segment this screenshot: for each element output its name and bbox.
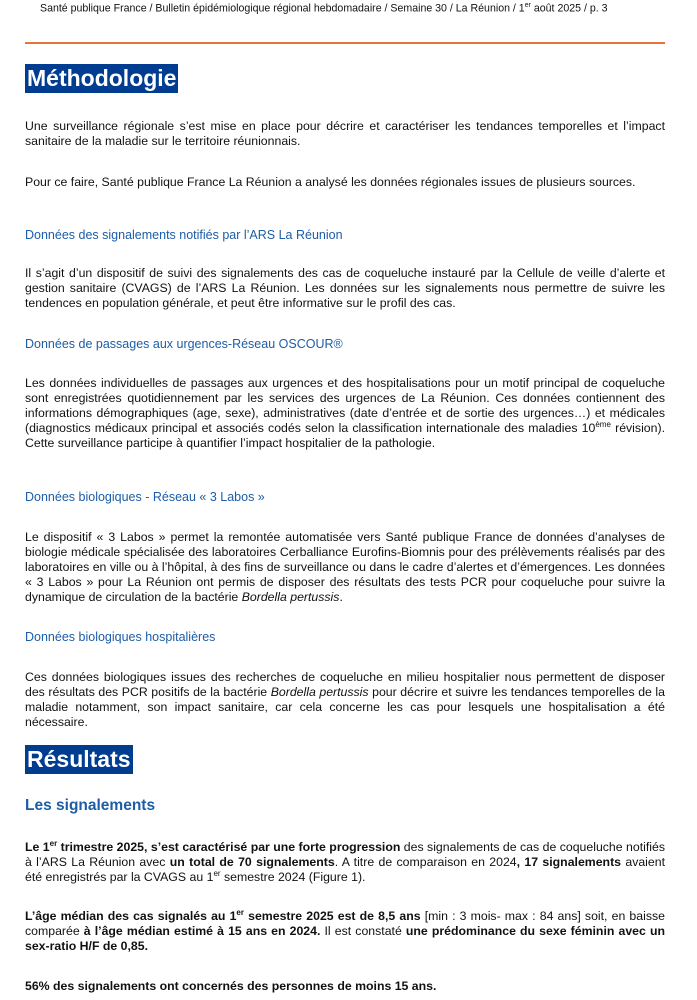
header-text: Santé publique France / Bulletin épidémiologique régional hebdomadaire / Semaine 30 / La Réunion / 1 [40, 2, 525, 15]
hospitalieres-data-heading: Données biologiques hospitalières [25, 630, 216, 644]
methodologie-intro-2: Pour ce faire, Santé publique France La Réunion a analysé les données régionales issues de plusieurs sources. [25, 175, 636, 189]
resultats-paragraph-1: Le 1er trimestre 2025, s’est caractérisé par une forte progression des signalements de cas de coqueluche notifiés à l’ARS La Réunion avec un total de 70 signalements. A titre de comparaison en 2024, 17 signalements avaient été enregistrés par la CVAGS au 1er semestre 2024 (Figure 1). [25, 838, 666, 884]
signalements-data-heading: Données des signalements notifiés par l’ARS La Réunion [25, 228, 343, 242]
labos-data-text: Le dispositif « 3 Labos » permet la remontée automatisée vers Santé publique France de données d’analyses de biologie médicale spécialisée des laboratoires Cerballiance Eurofins-Biomnis pour des prélèvements réalisés par des laboratoires en ville ou à l’hôpital, à des fins de surveillance ou dans le cadre d’alertes et d’émergences. Les données « 3 Labos » pour La Réunion ont permis de disposer des résultats des tests PCR pour coqueluche pour suivre la dynamique de circulation de la bactérie Bordella pertussis. [25, 530, 665, 604]
header-sup: er [524, 2, 531, 9]
hospitalieres-data-text: Ces données biologiques issues des recherches de coqueluche en milieu hospitalier nous permettent de disposer des résultats des PCR positifs de la bactérie Bordella pertussis pour décrire et suivre les tendances temporelles de la maladie notamment, son impact sanitaire, car cela concerne les cas pour lesquels une hospitalisation a été nécessaire. [25, 670, 665, 729]
urgences-data-heading: Données de passages aux urgences-Réseau OSCOUR® [25, 337, 343, 351]
urgences-data-text: Les données individuelles de passages aux urgences et des hospitalisations pour un motif principal de coqueluche sont enregistrées quotidiennement par les services des urgences de La Réunion. Ces données contiennent des informations démographiques (age, sexe), administratives (date d’entrée et de sortie des urgences…) et médicales (diagnostics médicaux principal et associés codés selon la classification internationale des maladies 10ème révision). Cette surveillance participe à quantifier l’impact hospitalier de la pathologie. [25, 376, 665, 450]
signalements-subtitle: Les signalements [25, 797, 156, 814]
resultats-heading: Résultats [27, 746, 131, 772]
header-divider [25, 42, 665, 44]
page-header [40, 2, 608, 15]
resultats-paragraph-3: 56% des signalements ont concernés des personnes de moins 15 ans. [25, 979, 437, 993]
labos-data-heading: Données biologiques - Réseau « 3 Labos » [25, 490, 265, 504]
methodologie-intro-1: Une surveillance régionale s’est mise en place pour décrire et caractériser les tendances temporelles et l’impact sanitaire de la maladie sur le territoire réunionnais. [25, 119, 665, 148]
header-text-end: août 2025 / p. 3 [530, 2, 608, 15]
methodologie-heading: Méthodologie [27, 65, 177, 91]
resultats-paragraph-2: L’âge médian des cas signalés au 1er semestre 2025 est de 8,5 ans [min : 3 mois- max : 84 ans] soit, en baisse comparée à l’âge médian estimé à 15 ans en 2024. Il est constaté une prédominance du sexe féminin avec un sex-ratio H/F de 0,85. [25, 907, 665, 953]
signalements-data-text: Il s’agit d’un dispositif de suivi des signalements des cas de coqueluche instauré par la Cellule de veille d’alerte et gestion sanitaire (CVAGS) de l’ARS La Réunion. Les données sur les signalements nous permettre de suivre les tendences en population générale, et peut être informative sur le profil des cas. [25, 266, 665, 310]
